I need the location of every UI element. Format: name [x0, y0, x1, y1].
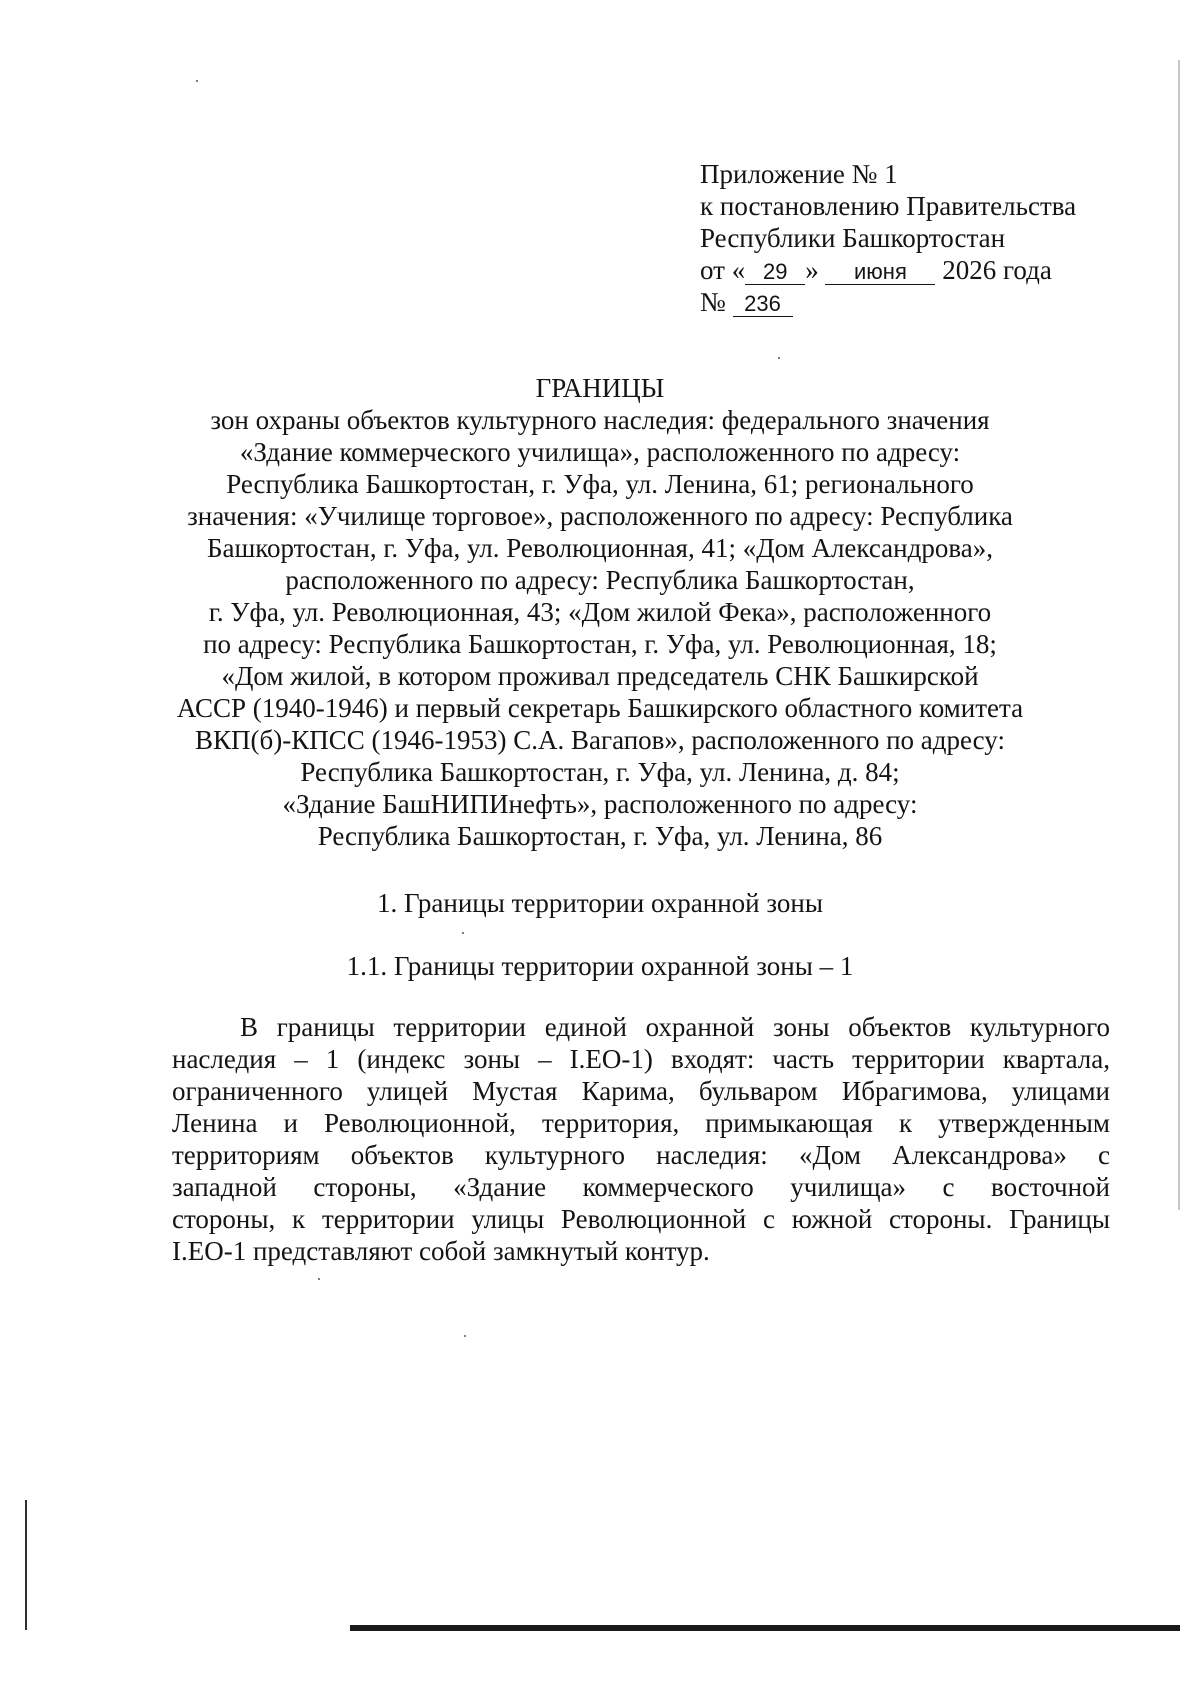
- paragraph-line: наследия – 1 (индекс зоны – I.ЕО-1) входят: часть территории квартала,: [172, 1044, 1110, 1074]
- scan-speck: [464, 1335, 466, 1337]
- subtitle-line: «Дом жилой, в котором проживал председатель СНК Башкирской: [221, 661, 979, 691]
- scan-speck: [462, 932, 464, 934]
- document-title: ГРАНИЦЫ: [535, 373, 665, 403]
- date-mid: »: [805, 255, 819, 285]
- annex-block: [700, 158, 1076, 318]
- paragraph-line: В границы территории единой охранной зоны объектов культурного: [240, 1012, 1110, 1042]
- body-paragraph: [172, 1011, 1110, 1267]
- scan-edge-left: [25, 1500, 27, 1630]
- annex-republic-line: Республики Башкортостан: [700, 223, 1006, 253]
- scan-edge-right: [1178, 60, 1180, 1210]
- paragraph-line: стороны, к территории улицы Революционной с южной стороны. Границы: [172, 1204, 1110, 1234]
- number-prefix: №: [700, 287, 726, 317]
- document-subtitle: [150, 404, 1050, 852]
- scan-speck: [196, 80, 198, 82]
- subtitle-line: по адресу: Республика Башкортостан, г. Уфа, ул. Революционная, 18;: [203, 629, 997, 659]
- date-year: 2026 года: [942, 255, 1052, 285]
- subtitle-line: АССР (1940-1946) и первый секретарь Башкирского областного комитета: [176, 693, 1024, 723]
- date-day: 29: [745, 260, 805, 285]
- date-prefix: от «: [700, 255, 746, 285]
- scan-edge-bottom: [350, 1625, 1180, 1631]
- subtitle-line: Башкортостан, г. Уфа, ул. Революционная, 41; «Дом Александрова»,: [207, 533, 993, 563]
- annex-number-line: [700, 286, 1076, 318]
- section-heading-1-1: 1.1. Границы территории охранной зоны – 1: [346, 951, 854, 981]
- subtitle-line: г. Уфа, ул. Революционная, 43; «Дом жилой Фека», расположенного: [208, 597, 992, 627]
- paragraph-line: I.ЕО-1 представляют собой замкнутый контур.: [172, 1236, 710, 1266]
- subtitle-line: Республика Башкортостан, г. Уфа, ул. Ленина, д. 84;: [300, 757, 900, 787]
- subtitle-line: «Здание БашНИПИнефть», расположенного по адресу:: [282, 789, 918, 819]
- subtitle-line: «Здание коммерческого училища», расположенного по адресу:: [239, 437, 961, 467]
- paragraph-line: западной стороны, «Здание коммерческого училища» с восточной: [172, 1172, 1110, 1202]
- document-number: 236: [733, 292, 793, 317]
- paragraph-line: ограниченного улицей Мустая Карима, бульваром Ибрагимова, улицами: [172, 1076, 1110, 1106]
- scan-speck: [778, 357, 780, 359]
- subtitle-line: ВКП(б)-КПСС (1946-1953) С.А. Вагапов», расположенного по адресу:: [195, 725, 1005, 755]
- subtitle-line: расположенного по адресу: Республика Башкортостан,: [285, 565, 915, 595]
- subtitle-line: зон охраны объектов культурного наследия: федерального значения: [210, 405, 990, 435]
- annex-title: Приложение № 1: [700, 159, 898, 189]
- subtitle-line: Республика Башкортостан, г. Уфа, ул. Ленина, 61; регионального: [226, 469, 974, 499]
- date-month: июня: [825, 260, 935, 285]
- paragraph-line: Ленина и Революционной, территория, примыкающая к утвержденным: [172, 1108, 1110, 1138]
- annex-date-line: [700, 254, 1076, 286]
- subtitle-line: Республика Башкортостан, г. Уфа, ул. Ленина, 86: [317, 821, 883, 851]
- section-heading-1: 1. Границы территории охранной зоны: [377, 888, 823, 918]
- scan-speck: [318, 1278, 320, 1280]
- subtitle-line: значения: «Училище торговое», расположенного по адресу: Республика: [187, 501, 1013, 531]
- annex-decree-line: к постановлению Правительства: [700, 191, 1077, 221]
- paragraph-line: территориям объектов культурного наследия: «Дом Александрова» с: [172, 1140, 1110, 1170]
